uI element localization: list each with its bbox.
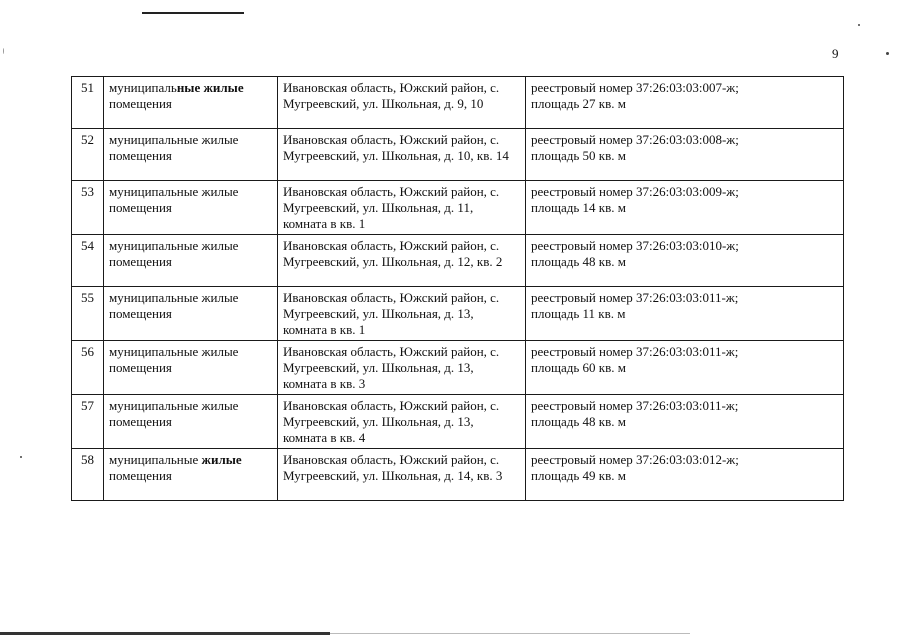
- object-type-text: муниципальные жилые: [109, 290, 239, 305]
- object-type-text: помещения: [109, 414, 172, 429]
- object-type-text: муниципальные жилые: [109, 184, 239, 199]
- details-cell: [526, 129, 844, 181]
- scan-speck: [858, 24, 860, 26]
- registry-number: реестровый номер 37:26:03:03:011-ж;: [531, 290, 739, 305]
- table-row: [72, 77, 844, 129]
- address-cell: Ивановская область, Южский район, с. Мугреевский, ул. Школьная, д. 14, кв. 3: [278, 449, 526, 501]
- object-type-text: муниципальные жилые: [109, 344, 239, 359]
- bottom-rule: [0, 632, 330, 635]
- object-type-text: помещения: [109, 148, 172, 163]
- details-cell: [526, 395, 844, 449]
- area-value: площадь 48 кв. м: [531, 414, 626, 429]
- row-number: 53: [72, 181, 104, 235]
- row-number: 54: [72, 235, 104, 287]
- scan-speck: [886, 52, 889, 55]
- area-value: площадь 48 кв. м: [531, 254, 626, 269]
- registry-number: реестровый номер 37:26:03:03:007-ж;: [531, 80, 739, 95]
- table-row: [72, 287, 844, 341]
- details-cell: [526, 287, 844, 341]
- details-cell: [526, 181, 844, 235]
- row-number: 52: [72, 129, 104, 181]
- row-number: 51: [72, 77, 104, 129]
- area-value: площадь 49 кв. м: [531, 468, 626, 483]
- object-type-text: помещения: [109, 200, 172, 215]
- row-number: 58: [72, 449, 104, 501]
- area-value: площадь 60 кв. м: [531, 360, 626, 375]
- object-type-text: помещения: [109, 468, 172, 483]
- row-number: 57: [72, 395, 104, 449]
- table-row: [72, 181, 844, 235]
- object-type-cell: [104, 287, 278, 341]
- object-type-text-emphasis: ные жилые: [176, 80, 244, 95]
- details-cell: [526, 449, 844, 501]
- table-row: [72, 235, 844, 287]
- registry-number: реестровый номер 37:26:03:03:009-ж;: [531, 184, 739, 199]
- records-table: [71, 76, 844, 501]
- object-type-cell: [104, 235, 278, 287]
- address-cell: Ивановская область, Южский район, с. Мугреевский, ул. Школьная, д. 13, комната в кв. 1: [278, 287, 526, 341]
- object-type-cell: [104, 77, 278, 129]
- registry-number: реестровый номер 37:26:03:03:011-ж;: [531, 398, 739, 413]
- registry-number: реестровый номер 37:26:03:03:011-ж;: [531, 344, 739, 359]
- scan-speck: [3, 48, 4, 54]
- area-value: площадь 11 кв. м: [531, 306, 626, 321]
- area-value: площадь 50 кв. м: [531, 148, 626, 163]
- object-type-text: помещения: [109, 96, 172, 111]
- object-type-text: муниципальные: [109, 452, 202, 467]
- address-cell: Ивановская область, Южский район, с. Мугреевский, ул. Школьная, д. 9, 10: [278, 77, 526, 129]
- page-number: 9: [832, 46, 839, 61]
- top-rule: [142, 12, 244, 14]
- object-type-cell: [104, 181, 278, 235]
- details-cell: [526, 235, 844, 287]
- row-number: 56: [72, 341, 104, 395]
- row-number: 55: [72, 287, 104, 341]
- address-cell: Ивановская область, Южский район, с. Мугреевский, ул. Школьная, д. 13, комната в кв. 4: [278, 395, 526, 449]
- table-row: [72, 449, 844, 501]
- object-type-cell: [104, 129, 278, 181]
- registry-number: реестровый номер 37:26:03:03:008-ж;: [531, 132, 739, 147]
- object-type-text: муниципальные жилые: [109, 398, 239, 413]
- object-type-text: муниципаль: [109, 80, 177, 95]
- bottom-rule-thin: [330, 633, 690, 634]
- address-cell: Ивановская область, Южский район, с. Мугреевский, ул. Школьная, д. 10, кв. 14: [278, 129, 526, 181]
- object-type-cell: [104, 449, 278, 501]
- object-type-text: помещения: [109, 360, 172, 375]
- object-type-text: помещения: [109, 254, 172, 269]
- object-type-text: муниципальные жилые: [109, 238, 239, 253]
- object-type-text: муниципальные жилые: [109, 132, 239, 147]
- object-type-text: помещения: [109, 306, 172, 321]
- registry-number: реестровый номер 37:26:03:03:012-ж;: [531, 452, 739, 467]
- registry-number: реестровый номер 37:26:03:03:010-ж;: [531, 238, 739, 253]
- details-cell: [526, 77, 844, 129]
- table-row: [72, 395, 844, 449]
- scan-speck: [20, 456, 22, 458]
- object-type-cell: [104, 341, 278, 395]
- object-type-text-emphasis: жилые: [201, 452, 242, 467]
- table-row: [72, 129, 844, 181]
- details-cell: [526, 341, 844, 395]
- object-type-cell: [104, 395, 278, 449]
- address-cell: Ивановская область, Южский район, с. Мугреевский, ул. Школьная, д. 11, комната в кв. 1: [278, 181, 526, 235]
- table-row: [72, 341, 844, 395]
- area-value: площадь 27 кв. м: [531, 96, 626, 111]
- address-cell: Ивановская область, Южский район, с. Мугреевский, ул. Школьная, д. 12, кв. 2: [278, 235, 526, 287]
- address-cell: Ивановская область, Южский район, с. Мугреевский, ул. Школьная, д. 13, комната в кв. 3: [278, 341, 526, 395]
- area-value: площадь 14 кв. м: [531, 200, 626, 215]
